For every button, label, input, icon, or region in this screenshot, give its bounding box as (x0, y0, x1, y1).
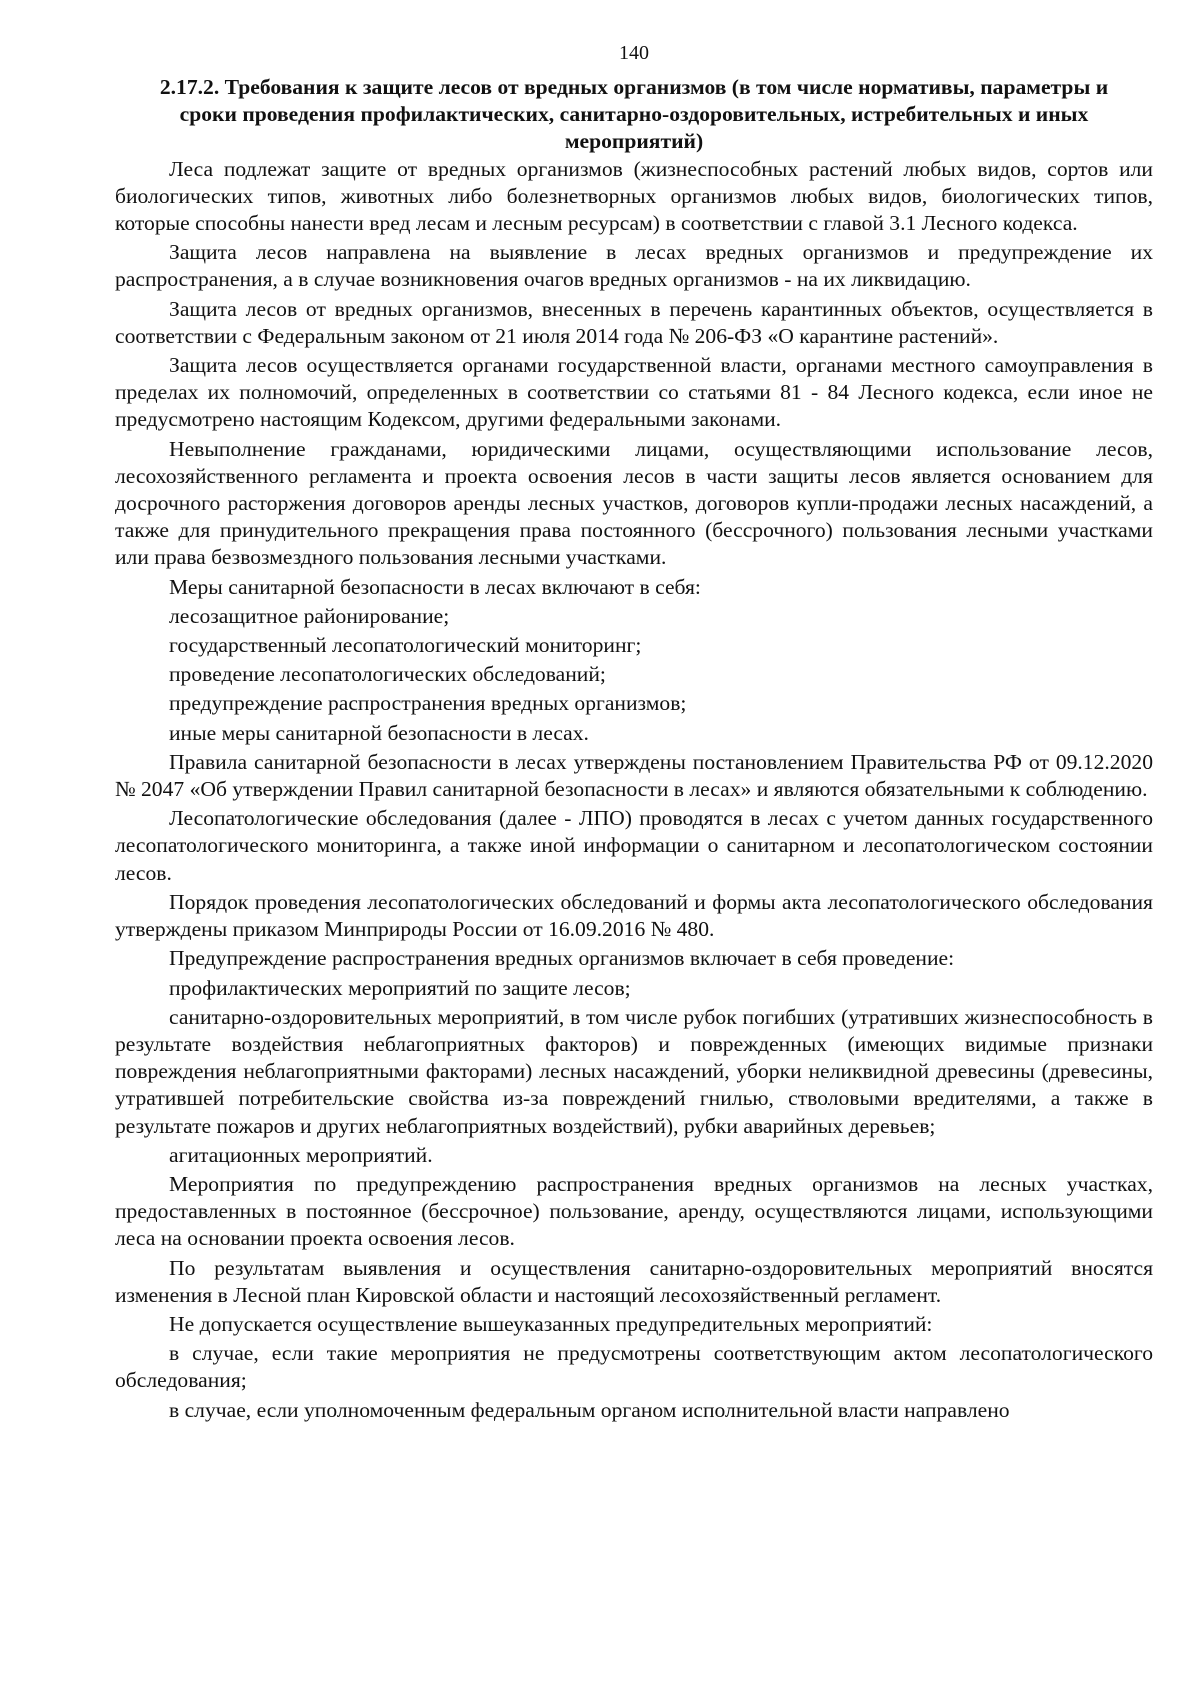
paragraph-harmful-organisms: Леса подлежат защите от вредных организмов (жизнеспособных растений любых видов, сортов или биологических типов, животных либо болезнетворных организмов любых видов, биологических типов, которые способны нанести вред лесам и лесным ресурсам) в соответствии с главой 3.1 Лесного кодекса. (115, 156, 1153, 236)
list-item: санитарно-оздоровительных мероприятий, в том числе рубок погибших (утративших жизнеспособность в результате воздействия неблагоприятных факторов) и поврежденных (имеющих видимые признаки повреждения неблагоприятными факторами) лесных насаждений, уборки неликвидной древесины (древесины, утратившей потребительские свойства из-за повреждений гнилью, стволовыми вредителями, а также в результате пожаров и других неблагоприятных воздействий), рубки аварийных деревьев; (115, 1004, 1153, 1138)
list-item: государственный лесопатологический мониторинг; (169, 633, 642, 658)
list-item: лесозащитное районирование; (169, 603, 450, 628)
paragraph-leased-plots: Мероприятия по предупреждению распространения вредных организмов на лесных участках, предоставленных в постоянное (бессрочное) пользование, аренду, осуществляются лицами, использующими леса на основании проекта освоения лесов. (115, 1171, 1153, 1251)
paragraph-sanitary-measures-intro: Меры санитарной безопасности в лесах включают в себя: (169, 574, 701, 599)
document-page (115, 38, 1153, 1426)
paragraph-authorities: Защита лесов осуществляется органами государственной власти, органами местного самоуправления в пределах их полномочий, определенных в соответствии со статьями 81 - 84 Лесного кодекса, если иное не предусмотрено настоящим Кодексом, другими федеральными законами. (115, 353, 1153, 432)
paragraph-sanitary-rules: Правила санитарной безопасности в лесах утверждены постановлением Правительства РФ от 09.12.2020 № 2047 «Об утверждении Правил санитарной безопасности в лесах» и являются обязательными к соблюдению. (115, 749, 1153, 802)
paragraph-lpo-procedure: Порядок проведения лесопатологических обследований и формы акта лесопатологического обследования утверждены приказом Минприроды России от 16.09.2016 № 480. (115, 889, 1153, 942)
list-item: в случае, если такие мероприятия не предусмотрены соответствующим актом лесопатологического обследования; (115, 1341, 1153, 1393)
paragraph-quarantine: Защита лесов от вредных организмов, внесенных в перечень карантинных объектов, осуществляется в соответствии с Федеральным законом от 21 июля 2014 года № 206-ФЗ «О карантине растений». (115, 296, 1153, 348)
paragraph-lpo: Лесопатологические обследования (далее - ЛПО) проводятся в лесах с учетом данных государственного лесопатологического мониторинга, а также иной информации о санитарном и лесопатологическом состоянии лесов. (115, 806, 1153, 885)
paragraph-not-permitted-intro: Не допускается осуществление вышеуказанных предупредительных мероприятий: (169, 1311, 933, 1336)
section-heading: 2.17.2. Требования к защите лесов от вредных организмов (в том числе нормативы, параметры и сроки проведения профилактических, санитарно-оздоровительных, истребительных и иных мероприятий) (159, 75, 1109, 154)
list-item: иные меры санитарной безопасности в лесах. (169, 720, 589, 745)
paragraph-prevention-intro: Предупреждение распространения вредных организмов включает в себя проведение: (169, 946, 955, 971)
list-item: проведение лесопатологических обследований; (169, 662, 606, 687)
list-item: предупреждение распространения вредных организмов; (169, 691, 687, 716)
list-item: в случае, если уполномоченным федеральным органом исполнительной власти направлено (169, 1397, 1010, 1422)
paragraph-non-compliance: Невыполнение гражданами, юридическими лицами, осуществляющими использование лесов, лесохозяйственного регламента и проекта освоения лесов в части защиты лесов является основанием для досрочного расторжения договоров аренды лесных участков, договоров купли-продажи лесных насаждений, а также для принудительного прекращения права постоянного (бессрочного) пользования лесными участками или права безвозмездного пользования лесными участками. (115, 436, 1153, 570)
list-item: агитационных мероприятий. (169, 1142, 433, 1167)
paragraph-forest-plan-changes: По результатам выявления и осуществления санитарно-оздоровительных мероприятий вносятся изменения в Лесной план Кировской области и настоящий лесохозяйственный регламент. (115, 1255, 1153, 1307)
list-item: профилактических мероприятий по защите лесов; (169, 975, 631, 1000)
paragraph-protection-purpose: Защита лесов направлена на выявление в лесах вредных организмов и предупреждение их распространения, а в случае возникновения очагов вредных организмов - на их ликвидацию. (115, 240, 1153, 292)
page-number: 140 (619, 42, 649, 64)
